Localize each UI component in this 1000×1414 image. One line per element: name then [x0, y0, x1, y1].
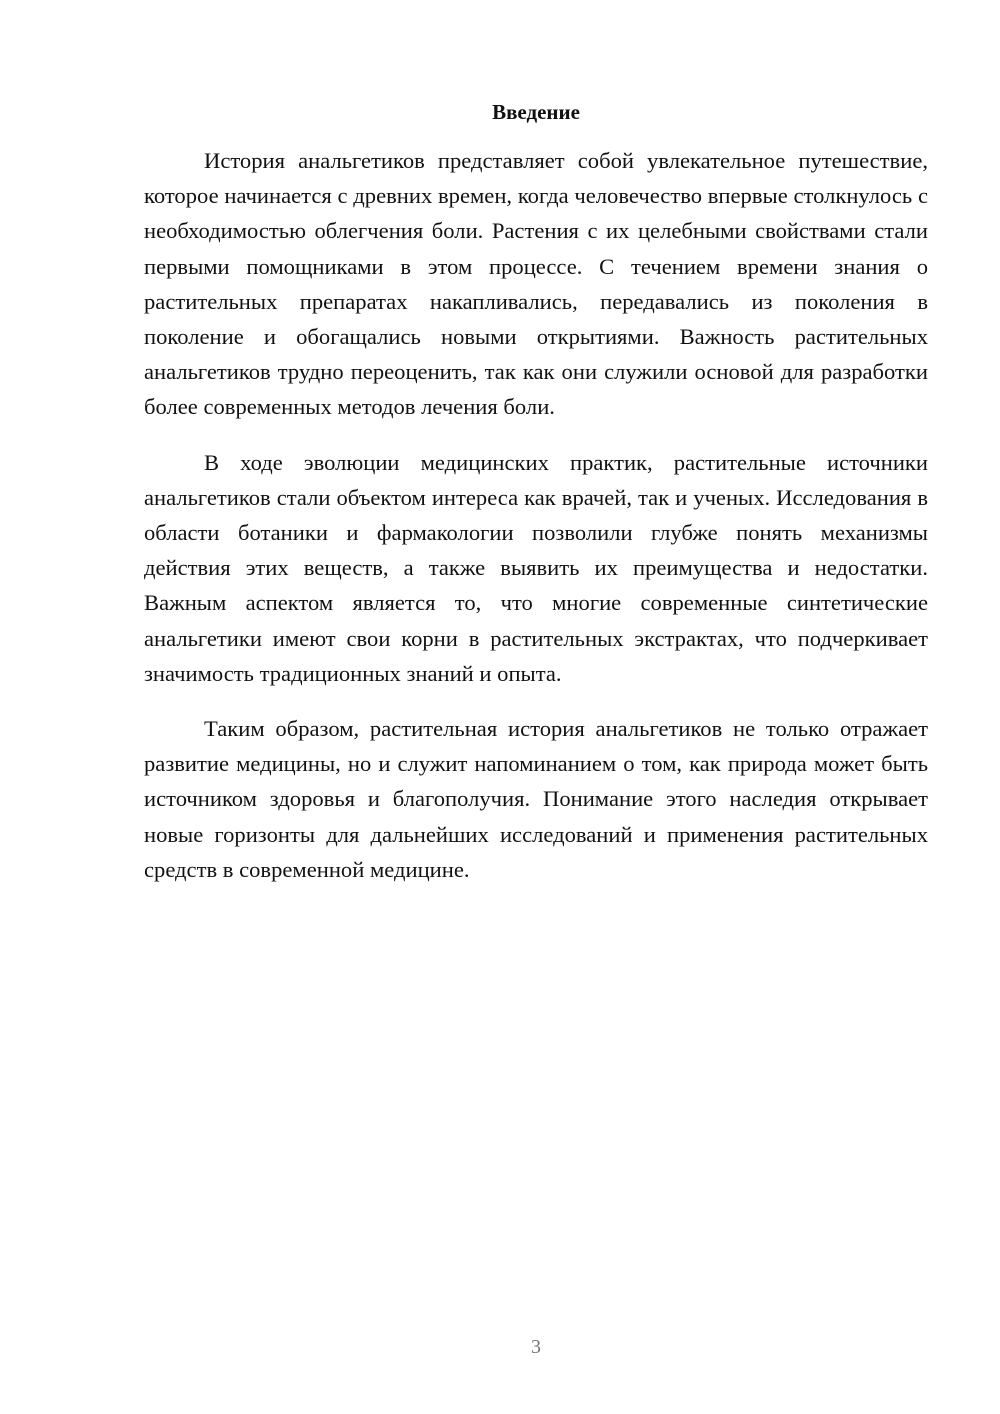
- paragraph-3: Таким образом, растительная история анальгетиков не только отражает развитие медицины, но и служит напоминанием о том, как природа может быть источником здоровья и благополучия. Понимание этого наследия открывает новые горизонты для дальнейших исследований и применения растительных средств в современной медицине.: [144, 716, 928, 882]
- paragraph-1: История анальгетиков представляет собой увлекательное путешествие, которое начинается с древних времен, когда человечество впервые столкнулось с необходимостью облегчения боли. Растения с их целебными свойствами стали первыми помощниками в этом процессе. С течением времени знания о растительных препаратах накапливались, передавались из поколения в поколение и обогащались новыми открытиями. Важность растительных анальгетиков трудно переоценить, так как они служили основой для разработки более современных методов лечения боли.: [144, 148, 928, 420]
- body-text: [144, 143, 928, 907]
- section-heading: Введение: [492, 100, 580, 124]
- page-number: 3: [531, 1336, 541, 1358]
- paragraph-2: В ходе эволюции медицинских практик, растительные источники анальгетиков стали объектом интереса как врачей, так и ученых. Исследования в области ботаники и фармакологии позволили глубже понять механизмы действия этих веществ, а также выявить их преимущества и недостатки. Важным аспектом является то, что многие современные синтетические анальгетики имеют свои корни в растительных экстрактах, что подчеркивает значимость традиционных знаний и опыта.: [144, 449, 928, 686]
